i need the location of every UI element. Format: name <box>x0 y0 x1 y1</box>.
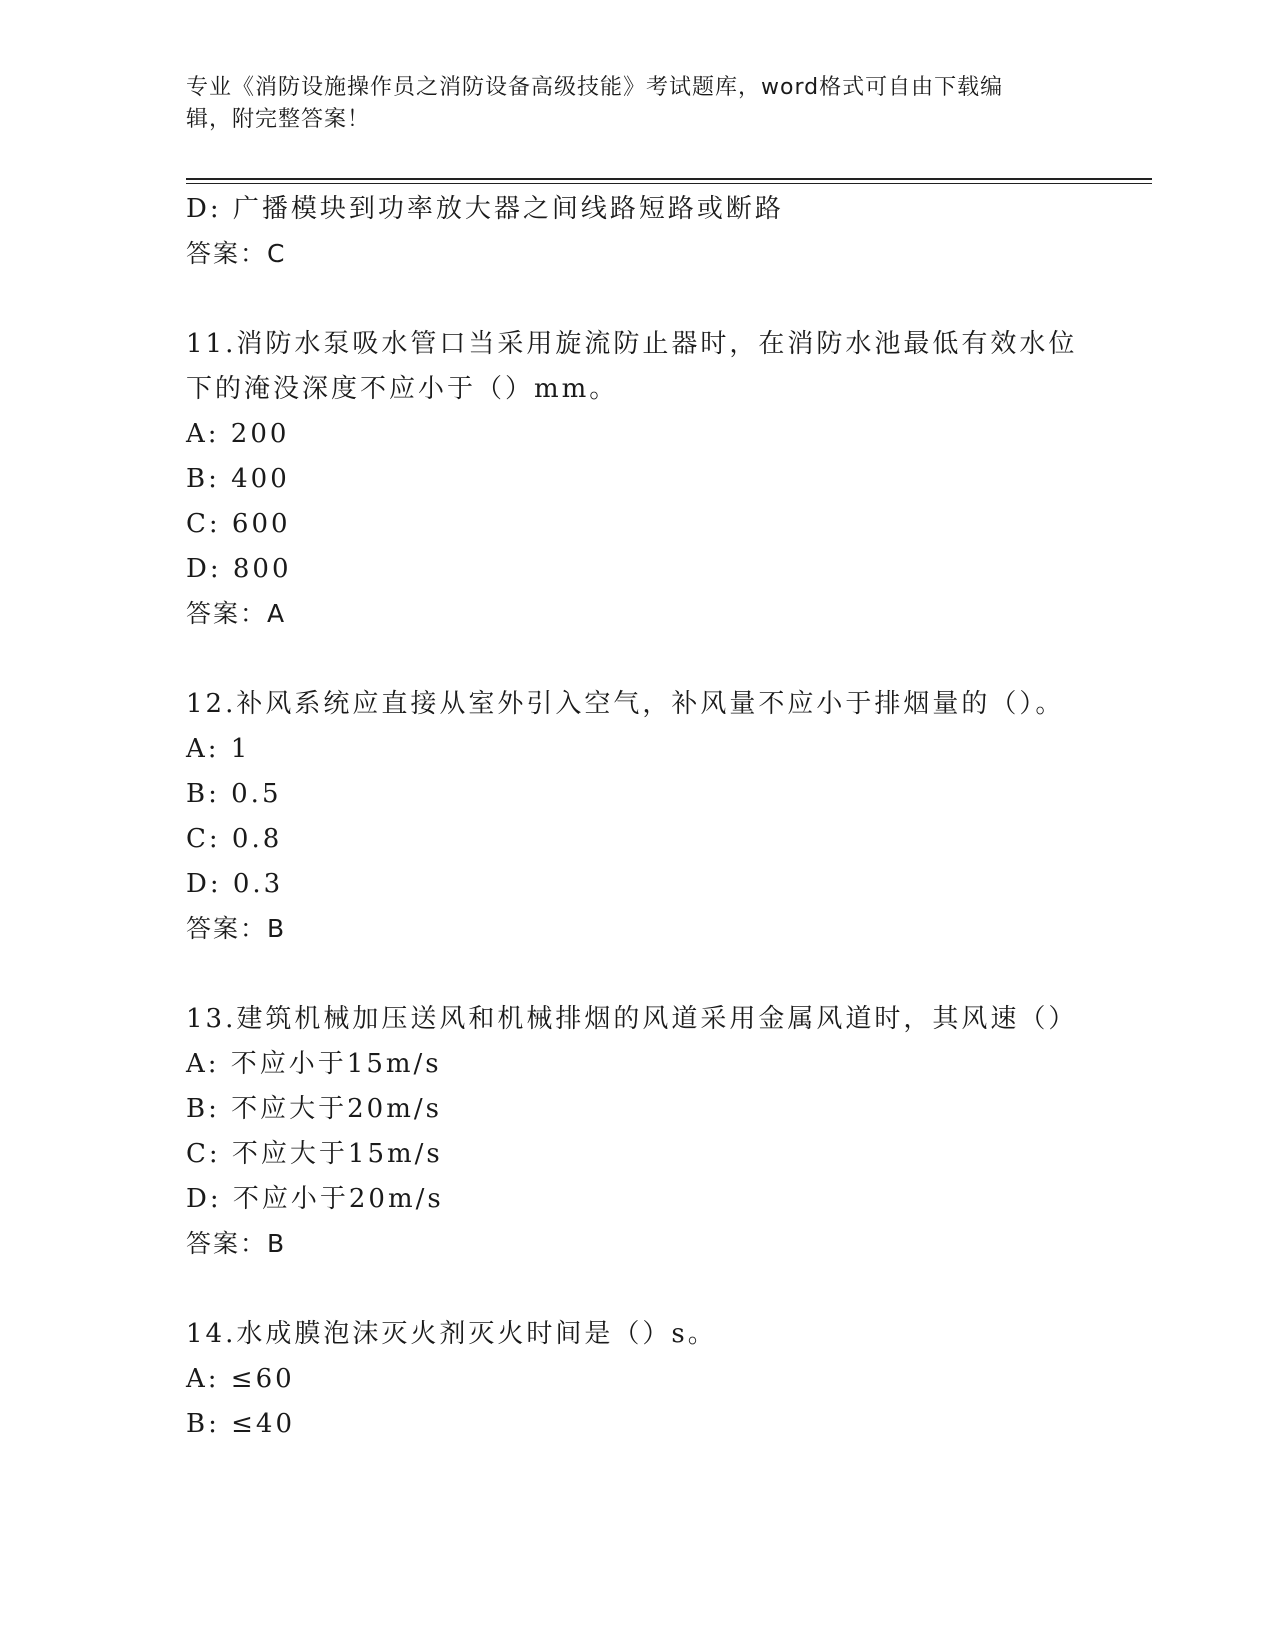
answer-prev: 答案：C <box>186 239 287 268</box>
header-divider-thick <box>186 178 1152 180</box>
question-14-option-a: A: ≤60 <box>186 1364 295 1394</box>
header-divider-thin <box>186 183 1152 184</box>
question-13-option-a: A: 不应小于15m/s <box>186 1049 442 1079</box>
question-11-stem-line-2: 下的淹没深度不应小于（）mm。 <box>186 374 619 404</box>
question-11-option-d: D: 800 <box>186 554 292 584</box>
question-13-option-b: B: 不应大于20m/s <box>186 1094 442 1124</box>
document-header <box>186 72 1066 136</box>
question-11-option-c: C: 600 <box>186 509 291 539</box>
question-13-option-c: C: 不应大于15m/s <box>186 1139 443 1169</box>
question-11-stem-line-1: 11.消防水泵吸水管口当采用旋流防止器时，在消防水池最低有效水位 <box>186 329 1078 359</box>
question-12-option-b: B: 0.5 <box>186 779 282 809</box>
question-14-stem-line-1: 14.水成膜泡沫灭火剂灭火时间是（）s。 <box>186 1319 717 1349</box>
question-11-option-a: A: 200 <box>186 419 290 449</box>
question-12-answer: 答案：B <box>186 914 287 943</box>
question-14-option-b: B: ≤40 <box>186 1409 295 1439</box>
header-line-1: 专业《消防设施操作员之消防设备高级技能》考试题库，word格式可自由下载编 <box>186 75 1004 100</box>
question-13-stem-line-1: 13.建筑机械加压送风和机械排烟的风道采用金属风道时，其风速（） <box>186 1004 1078 1034</box>
question-13-answer: 答案：B <box>186 1229 287 1258</box>
question-12-option-a: A: 1 <box>186 734 251 764</box>
question-11-option-b: B: 400 <box>186 464 290 494</box>
question-12-option-c: C: 0.8 <box>186 824 283 854</box>
option-d-prev: D: 广播模块到功率放大器之间线路短路或断路 <box>186 194 784 224</box>
header-line-2: 辑，附完整答案！ <box>186 107 371 132</box>
question-12-stem-line-1: 12.补风系统应直接从室外引入空气，补风量不应小于排烟量的（）。 <box>186 689 1065 719</box>
question-11-answer: 答案：A <box>186 599 287 628</box>
question-12-option-d: D: 0.3 <box>186 869 284 899</box>
question-13-option-d: D: 不应小于20m/s <box>186 1184 444 1214</box>
